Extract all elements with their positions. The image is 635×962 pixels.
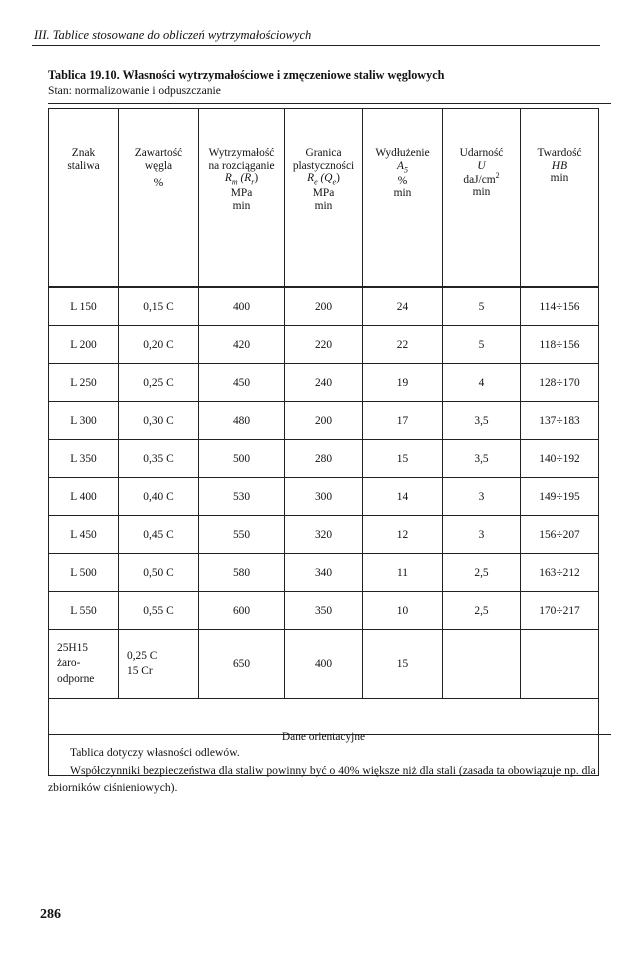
- table-row: [49, 440, 599, 478]
- cell-hardness: 149÷195: [521, 478, 599, 516]
- cell-carbon: 0,50 C: [119, 554, 199, 592]
- cell-carbon: 0,25 C 15 Cr: [119, 630, 199, 699]
- cell-hardness: 156÷207: [521, 516, 599, 554]
- footnote-casting: Tablica dotyczy własności odlewów.: [70, 746, 240, 759]
- cell-yield: 320: [285, 516, 363, 554]
- cell-carbon: 0,45 C: [119, 516, 199, 554]
- header-row: [49, 109, 599, 288]
- cell-yield: 280: [285, 440, 363, 478]
- table-bottom-rule: [48, 734, 611, 735]
- cell-elongation: 14: [363, 478, 443, 516]
- header-rule: [32, 45, 600, 46]
- cell-elongation: 10: [363, 592, 443, 630]
- col-header-carbon: Zawartość węgla %: [119, 109, 199, 288]
- col-header-impact: Udarność U daJ/$cm^2$ min: [443, 109, 521, 288]
- table-row: [49, 402, 599, 440]
- cell-hardness: 118÷156: [521, 326, 599, 364]
- col-header-grade: Znak staliwa: [49, 109, 119, 288]
- cell-yield: 240: [285, 364, 363, 402]
- cell-impact: 5: [443, 287, 521, 326]
- cell-yield: 400: [285, 630, 363, 699]
- cell-tensile: 450: [199, 364, 285, 402]
- cell-grade: L 400: [49, 478, 119, 516]
- cell-hardness: 128÷170: [521, 364, 599, 402]
- cell-yield: 350: [285, 592, 363, 630]
- cell-hardness: 163÷212: [521, 554, 599, 592]
- cell-impact: 2,5: [443, 592, 521, 630]
- table-row: [49, 478, 599, 516]
- page-number: 286: [40, 907, 61, 922]
- cell-grade: 25H15 żaro- odporne: [49, 630, 119, 699]
- table-row: [49, 364, 599, 402]
- cell-yield: 220: [285, 326, 363, 364]
- table-state-note: Stan: normalizowanie i odpuszczanie: [48, 84, 221, 97]
- cell-yield: 200: [285, 402, 363, 440]
- col-header-yield-point: Granica plastyczności $R_e$ $(Q_e)$ MPa min: [285, 109, 363, 288]
- running-head: III. Tablice stosowane do obliczeń wytrzymałościowych: [34, 28, 312, 42]
- cell-elongation: 15: [363, 630, 443, 699]
- table-top-rule: [48, 103, 611, 104]
- properties-table: [48, 108, 599, 776]
- cell-yield: 300: [285, 478, 363, 516]
- cell-carbon: 0,55 C: [119, 592, 199, 630]
- cell-elongation: 15: [363, 440, 443, 478]
- cell-impact: 3,5: [443, 402, 521, 440]
- table-caption: Tablica 19.10. Własności wytrzymałościowe i zmęczeniowe staliw węglowych: [48, 68, 445, 82]
- cell-impact: 3: [443, 516, 521, 554]
- cell-elongation: 19: [363, 364, 443, 402]
- table-row-25h15: [49, 630, 599, 699]
- cell-hardness: 114÷156: [521, 287, 599, 326]
- cell-grade: L 500: [49, 554, 119, 592]
- cell-tensile: 600: [199, 592, 285, 630]
- cell-tensile: 400: [199, 287, 285, 326]
- cell-tensile: 650: [199, 630, 285, 699]
- cell-carbon: 0,40 C: [119, 478, 199, 516]
- col-header-tensile-strength: Wytrzymałość na rozciąganie $R_m$ $(R_r)$ MPa min: [199, 109, 285, 288]
- cell-carbon: 0,20 C: [119, 326, 199, 364]
- cell-yield: 340: [285, 554, 363, 592]
- cell-grade: L 150: [49, 287, 119, 326]
- cell-grade: L 250: [49, 364, 119, 402]
- cell-tensile: 550: [199, 516, 285, 554]
- cell-impact: 3: [443, 478, 521, 516]
- cell-grade: L 300: [49, 402, 119, 440]
- cell-impact: [443, 630, 521, 699]
- table-row: [49, 592, 599, 630]
- cell-yield: 200: [285, 287, 363, 326]
- cell-hardness: 140÷192: [521, 440, 599, 478]
- cell-tensile: 420: [199, 326, 285, 364]
- cell-hardness: 170÷217: [521, 592, 599, 630]
- cell-carbon: 0,25 C: [119, 364, 199, 402]
- cell-elongation: 17: [363, 402, 443, 440]
- cell-impact: 2,5: [443, 554, 521, 592]
- cell-elongation: 24: [363, 287, 443, 326]
- note-cell: Dane orientacyjne: [49, 699, 599, 776]
- cell-elongation: 22: [363, 326, 443, 364]
- table-row: [49, 516, 599, 554]
- cell-carbon: 0,30 C: [119, 402, 199, 440]
- cell-grade: L 550: [49, 592, 119, 630]
- cell-impact: 4: [443, 364, 521, 402]
- cell-grade: L 450: [49, 516, 119, 554]
- cell-tensile: 530: [199, 478, 285, 516]
- cell-tensile: 500: [199, 440, 285, 478]
- table-row: [49, 326, 599, 364]
- table-row: [49, 554, 599, 592]
- cell-grade: L 200: [49, 326, 119, 364]
- cell-tensile: 480: [199, 402, 285, 440]
- cell-carbon: 0,35 C: [119, 440, 199, 478]
- cell-impact: 5: [443, 326, 521, 364]
- col-header-elongation: Wydłużenie $A_5$ % min: [363, 109, 443, 288]
- table-row: [49, 287, 599, 326]
- cell-hardness: [521, 630, 599, 699]
- cell-elongation: 12: [363, 516, 443, 554]
- cell-tensile: 580: [199, 554, 285, 592]
- cell-hardness: 137÷183: [521, 402, 599, 440]
- cell-grade: L 350: [49, 440, 119, 478]
- col-header-hardness: Twardość HB min: [521, 109, 599, 288]
- footnote-safety-factors: Współczynniki bezpieczeństwa dla staliw powinny być o 40% większe niż dla stali (zasada ta obowiązuje np. dla zbiorników ciśnieniowych).: [48, 764, 596, 794]
- cell-impact: 3,5: [443, 440, 521, 478]
- cell-carbon: 0,15 C: [119, 287, 199, 326]
- cell-elongation: 11: [363, 554, 443, 592]
